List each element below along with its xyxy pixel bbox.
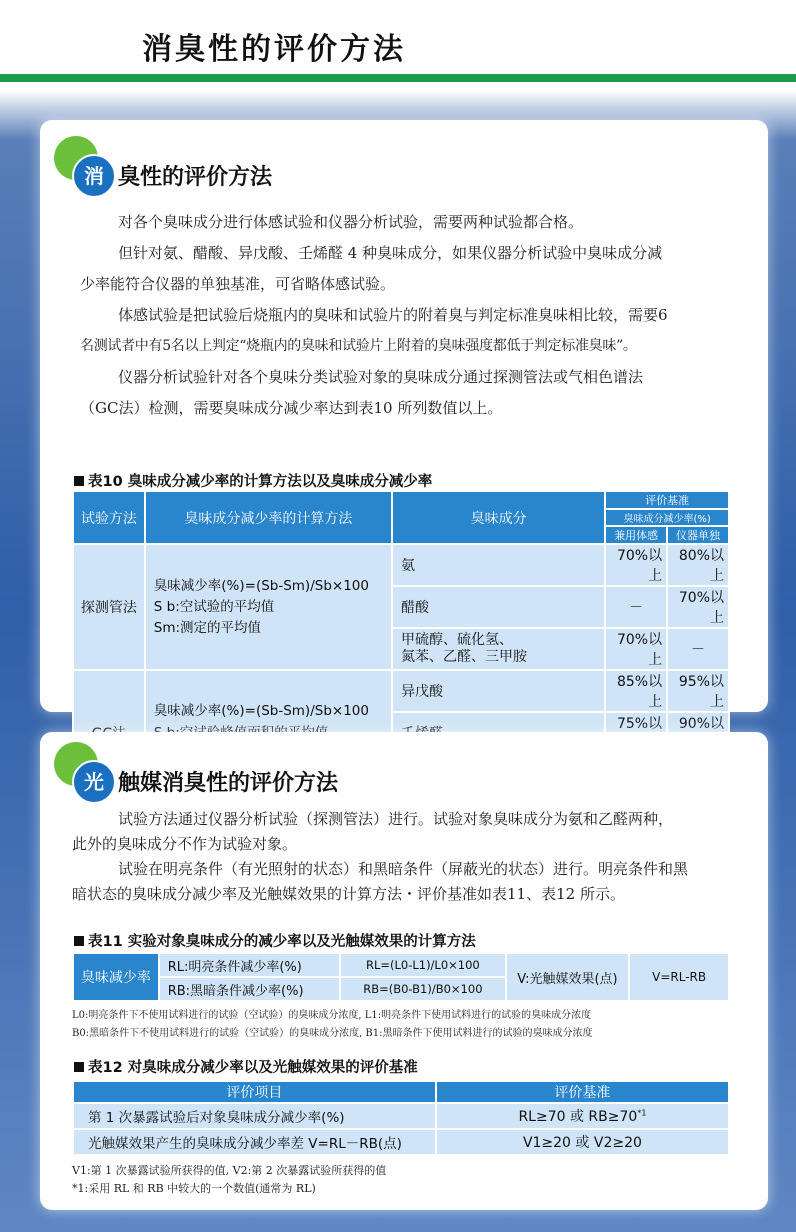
- section2-para-line: 试验在明亮条件（有光照射的状态）和黑暗条件（屏蔽光的状态）进行。明亮条件和黑: [118, 860, 689, 878]
- table10-header-component: 臭味成分: [392, 491, 605, 544]
- section1-para-line: 但针对氨、醋酸、异戊酸、壬烯醛 4 种臭味成分，如果仪器分析试验中臭味成分减: [118, 244, 663, 262]
- table12-item-cell: 第 1 次暴露试验后对象臭味成分减少率(%): [73, 1103, 436, 1129]
- section1-para-line: 对各个臭味成分进行体感试验和仪器分析试验，需要两种试验都合格。: [118, 213, 584, 231]
- table10-header-instrument: 仪器单独: [667, 526, 729, 544]
- table11-title: 表11 实验对象臭味成分的减少率以及光触媒效果的计算方法: [74, 930, 476, 951]
- table11-note: B0:黑暗条件下不使用试料进行的试验（空试验）的臭味成分浓度, B1:黑暗条件下使用试料进行的试验的臭味成分浓度: [72, 1028, 593, 1039]
- table10-combined-cell: 70%以上: [605, 544, 667, 586]
- table10-combined-cell: 70%以上: [605, 628, 667, 670]
- table12-criteria-cell: V1≥20 或 V2≥20: [436, 1129, 729, 1155]
- table10-combined-cell: 75%以: [605, 712, 667, 754]
- table10-header-criteria: 评价基准: [605, 491, 729, 509]
- section1-para-line: 仪器分析试验针对各个臭味分类试验对象的臭味成分通过探测管法或气相色谱法: [118, 368, 644, 386]
- odor-evaluation-card: [40, 120, 768, 732]
- section2-para-line: 此外的臭味成分不作为试验对象。: [72, 835, 298, 853]
- table10-formula-cell: 臭味减少率(%)=(Sb-Sm)/Sb×100 S b:空试验的平均值 Sm:测定的平均值: [145, 544, 392, 670]
- table10-component-cell: 醋酸: [392, 586, 605, 628]
- table10-instrument-cell: 90%以: [667, 712, 729, 754]
- section2-badge-icon: 光: [54, 742, 114, 802]
- section2-title: 触媒消臭性的评价方法: [118, 771, 339, 796]
- table12: [72, 1080, 730, 1156]
- table10-header-combined: 兼用体感: [605, 526, 667, 544]
- table12-header-criteria: 评价基准: [436, 1081, 729, 1103]
- table10-combined-cell: －: [605, 586, 667, 628]
- section1-para-line: 体感试验是把试验后烧瓶内的臭味和试验片的附着臭与判定标准臭味相比较，需要6: [118, 306, 668, 324]
- table10-combined-cell: 85%以上: [605, 670, 667, 712]
- table12-note: V1:第 1 次暴露试验所获得的值, V2:第 2 次暴露试验所获得的值: [72, 1164, 387, 1177]
- section1-para-line: 名测试者中有5名以上判定“烧瓶内的臭味和试验片上附着的臭味强度都低于判定标准臭味”。: [80, 338, 637, 354]
- table10-header-method: 试验方法: [73, 491, 145, 544]
- table11-row2-formula: RB=(B0-B1)/B0×100: [340, 977, 506, 1001]
- table11-row1-name: RL:明亮条件减少率(%): [159, 953, 340, 977]
- table12-note: *1:采用 RL 和 RB 中较大的一个数值(通常为 RL): [72, 1182, 316, 1195]
- table11-row2-name: RB:黑暗条件减少率(%): [159, 977, 340, 1001]
- section1-badge-icon: 消: [54, 136, 114, 196]
- section1-title: 臭性的评价方法: [118, 165, 273, 190]
- table11-label: 臭味减少率: [73, 953, 159, 1001]
- page-title: 消臭性的评价方法: [142, 32, 406, 67]
- table10-instrument-cell: 95%以上: [667, 670, 729, 712]
- table10-header-formula: 臭味成分减少率的计算方法: [145, 491, 392, 544]
- table12-header-item: 评价项目: [73, 1081, 436, 1103]
- table10-instrument-cell: 70%以上: [667, 586, 729, 628]
- table12-item-cell: 光触媒效果产生的臭味成分减少率差 V=RL－RB(点): [73, 1129, 436, 1155]
- table10-instrument-cell: －: [667, 628, 729, 670]
- section1-para-line: （GC法）检测，需要臭味成分减少率达到表10 所列数值以上。: [80, 399, 503, 417]
- table11-note: L0:明亮条件下不使用试料进行的试验（空试验）的臭味成分浓度, L1:明亮条件下使用试料进行的试验的臭味成分浓度: [72, 1010, 592, 1021]
- table11: [72, 952, 730, 1002]
- table12-criteria-cell: RL≥70 或 $RB\ge 70^{*1}$: [436, 1103, 729, 1129]
- table10-component-cell: 甲硫醇、硫化氢、 氮苯、乙醛、三甲胺: [392, 628, 605, 670]
- table10-component-cell: 异戊酸: [392, 670, 605, 712]
- table10-title: 表10 臭味成分减少率的计算方法以及臭味成分减少率: [74, 470, 432, 491]
- table10-instrument-cell: 80%以上: [667, 544, 729, 586]
- section2-para-line: 暗状态的臭味成分减少率及光触媒效果的计算方法・评价基准如表11、表12 所示。: [72, 885, 625, 903]
- table10-header-rate: 臭味成分减少率(%): [605, 509, 729, 526]
- table10-method-cell: 探测管法: [73, 544, 145, 670]
- header-rule: [0, 74, 796, 82]
- table11-row1-formula: RL=(L0-L1)/L0×100: [340, 953, 506, 977]
- table11-effect-formula: V=RL-RB: [629, 953, 729, 1001]
- section2-para-line: 试验方法通过仪器分析试验（探测管法）进行。试验对象臭味成分为氨和乙醛两种，: [118, 810, 674, 828]
- section1-para-line: 少率能符合仪器的单独基准，可省略体感试验。: [80, 275, 396, 293]
- photocatalyst-evaluation-card: [40, 732, 768, 1210]
- table10-component-cell: 氨: [392, 544, 605, 586]
- table11-effect: V:光触媒效果(点): [506, 953, 630, 1001]
- table10-formula-cell: 臭味减少率(%)=(Sb-Sm)/Sb×100: [145, 670, 392, 796]
- table12-title: 表12 对臭味成分减少率以及光触媒效果的评价基准: [74, 1056, 418, 1077]
